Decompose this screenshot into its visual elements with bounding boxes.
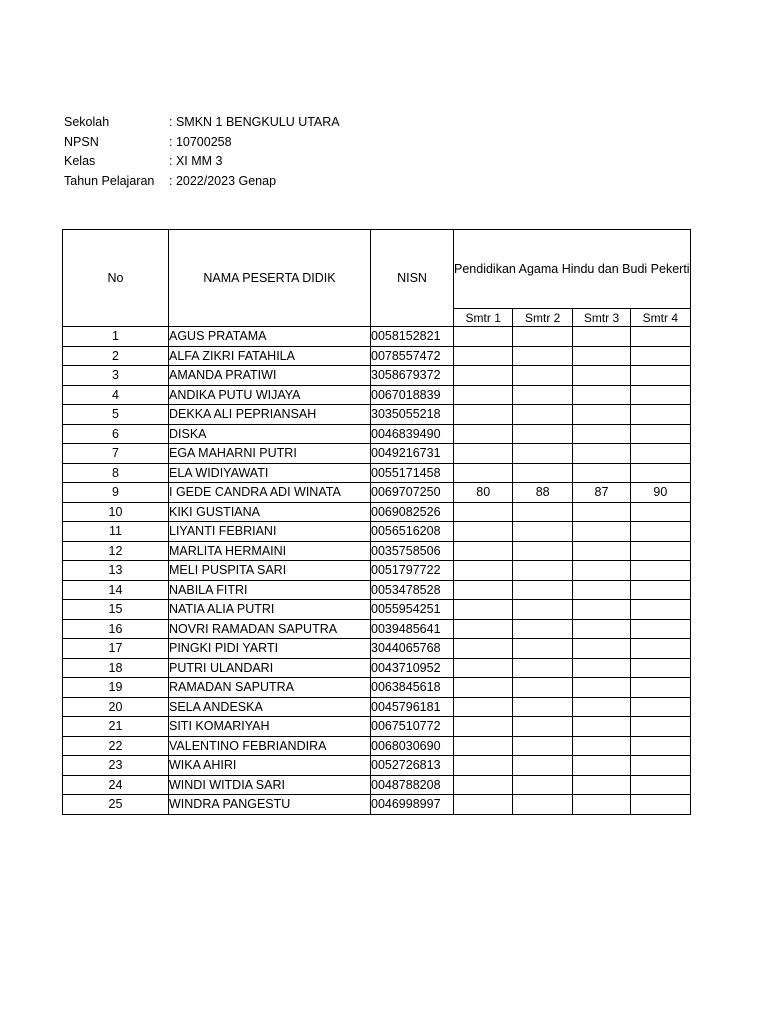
score-smtr-2 [513, 717, 572, 737]
row-number: 17 [63, 639, 169, 659]
row-number: 19 [63, 678, 169, 698]
score-smtr-1 [454, 678, 513, 698]
table-row [63, 405, 691, 425]
class-label: Kelas [64, 154, 96, 168]
student-nisn: 0069707250 [371, 483, 454, 503]
score-smtr-4 [631, 346, 690, 366]
student-name: EGA MAHARNI PUTRI [169, 444, 371, 464]
score-smtr-2 [513, 444, 572, 464]
score-smtr-1 [454, 736, 513, 756]
score-smtr-3 [572, 385, 630, 405]
score-smtr-2 [513, 600, 572, 620]
document-header [64, 113, 340, 191]
student-name: NABILA FITRI [169, 580, 371, 600]
table-row [63, 619, 691, 639]
student-nisn: 0056516208 [371, 522, 454, 542]
score-smtr-1 [454, 444, 513, 464]
col-header-smtr-4: Smtr 4 [631, 309, 690, 327]
row-number: 3 [63, 366, 169, 386]
class-row [64, 152, 340, 172]
school-label: Sekolah [64, 115, 110, 129]
row-number: 25 [63, 795, 169, 815]
score-smtr-1 [454, 619, 513, 639]
score-smtr-4: 90 [631, 483, 690, 503]
school-value: : SMKN 1 BENGKULU UTARA [169, 115, 340, 129]
student-nisn: 0043710952 [371, 658, 454, 678]
score-smtr-4 [631, 678, 690, 698]
row-number: 9 [63, 483, 169, 503]
row-number: 12 [63, 541, 169, 561]
score-smtr-4 [631, 619, 690, 639]
score-smtr-2 [513, 756, 572, 776]
student-name: ALFA ZIKRI FATAHILA [169, 346, 371, 366]
table-header-row [63, 230, 691, 309]
row-number: 13 [63, 561, 169, 581]
table-row [63, 522, 691, 542]
score-smtr-1 [454, 697, 513, 717]
score-smtr-1 [454, 795, 513, 815]
score-smtr-1 [454, 717, 513, 737]
student-name: NOVRI RAMADAN SAPUTRA [169, 619, 371, 639]
grade-table [62, 229, 691, 815]
score-smtr-4 [631, 463, 690, 483]
student-name: PINGKI PIDI YARTI [169, 639, 371, 659]
student-name: WINDRA PANGESTU [169, 795, 371, 815]
score-smtr-4 [631, 561, 690, 581]
table-row [63, 346, 691, 366]
row-number: 18 [63, 658, 169, 678]
row-number: 16 [63, 619, 169, 639]
score-smtr-3 [572, 541, 630, 561]
table-row [63, 795, 691, 815]
score-smtr-4 [631, 580, 690, 600]
score-smtr-1 [454, 775, 513, 795]
student-name: WINDI WITDIA SARI [169, 775, 371, 795]
col-header-no: No [63, 230, 169, 327]
score-smtr-3 [572, 775, 630, 795]
row-number: 24 [63, 775, 169, 795]
score-smtr-2 [513, 541, 572, 561]
score-smtr-2: 88 [513, 483, 572, 503]
score-smtr-3 [572, 580, 630, 600]
col-header-name: NAMA PESERTA DIDIK [169, 230, 371, 327]
score-smtr-1 [454, 346, 513, 366]
student-nisn: 0049216731 [371, 444, 454, 464]
col-header-smtr-2: Smtr 2 [513, 309, 572, 327]
student-nisn: 0035758506 [371, 541, 454, 561]
score-smtr-2 [513, 327, 572, 347]
score-smtr-1 [454, 600, 513, 620]
score-smtr-4 [631, 502, 690, 522]
student-nisn: 0067018839 [371, 385, 454, 405]
score-smtr-2 [513, 619, 572, 639]
score-smtr-4 [631, 385, 690, 405]
score-smtr-1 [454, 405, 513, 425]
student-name: ELA WIDIYAWATI [169, 463, 371, 483]
score-smtr-4 [631, 327, 690, 347]
table-row [63, 463, 691, 483]
score-smtr-4 [631, 405, 690, 425]
score-smtr-4 [631, 366, 690, 386]
student-nisn: 0078557472 [371, 346, 454, 366]
student-nisn: 3044065768 [371, 639, 454, 659]
score-smtr-2 [513, 424, 572, 444]
score-smtr-4 [631, 697, 690, 717]
score-smtr-2 [513, 502, 572, 522]
score-smtr-3 [572, 346, 630, 366]
score-smtr-3 [572, 756, 630, 776]
student-nisn: 0046839490 [371, 424, 454, 444]
score-smtr-3 [572, 600, 630, 620]
student-name: SITI KOMARIYAH [169, 717, 371, 737]
score-smtr-2 [513, 678, 572, 698]
class-value: : XI MM 3 [169, 154, 223, 168]
student-name: RAMADAN SAPUTRA [169, 678, 371, 698]
score-smtr-2 [513, 697, 572, 717]
score-smtr-2 [513, 736, 572, 756]
student-nisn: 0051797722 [371, 561, 454, 581]
npsn-label: NPSN [64, 134, 99, 149]
score-smtr-3 [572, 717, 630, 737]
score-smtr-3 [572, 405, 630, 425]
score-smtr-4 [631, 424, 690, 444]
table-row [63, 424, 691, 444]
score-smtr-2 [513, 580, 572, 600]
score-smtr-4 [631, 775, 690, 795]
score-smtr-1 [454, 580, 513, 600]
table-row [63, 775, 691, 795]
student-nisn: 0045796181 [371, 697, 454, 717]
score-smtr-4 [631, 658, 690, 678]
npsn-value: : 10700258 [169, 134, 232, 149]
student-nisn: 0055954251 [371, 600, 454, 620]
score-smtr-4 [631, 444, 690, 464]
student-nisn: 0048788208 [371, 775, 454, 795]
student-name: DISKA [169, 424, 371, 444]
table-row [63, 639, 691, 659]
score-smtr-2 [513, 346, 572, 366]
year-row [64, 172, 340, 192]
score-smtr-1 [454, 541, 513, 561]
student-name: PUTRI ULANDARI [169, 658, 371, 678]
year-label: Tahun Pelajaran [64, 173, 155, 188]
score-smtr-3 [572, 736, 630, 756]
row-number: 8 [63, 463, 169, 483]
table-row [63, 327, 691, 347]
student-name: VALENTINO FEBRIANDIRA [169, 736, 371, 756]
student-name: AGUS PRATAMA [169, 327, 371, 347]
score-smtr-4 [631, 522, 690, 542]
student-nisn: 0063845618 [371, 678, 454, 698]
student-name: MARLITA HERMAINI [169, 541, 371, 561]
table-body [63, 327, 691, 815]
table-row [63, 502, 691, 522]
score-smtr-2 [513, 639, 572, 659]
row-number: 20 [63, 697, 169, 717]
score-smtr-3 [572, 697, 630, 717]
student-name: MELI PUSPITA SARI [169, 561, 371, 581]
score-smtr-2 [513, 385, 572, 405]
score-smtr-2 [513, 775, 572, 795]
score-smtr-4 [631, 736, 690, 756]
score-smtr-3: 87 [572, 483, 630, 503]
student-name: SELA ANDESKA [169, 697, 371, 717]
row-number: 23 [63, 756, 169, 776]
row-number: 7 [63, 444, 169, 464]
table-row [63, 600, 691, 620]
row-number: 22 [63, 736, 169, 756]
student-name: ANDIKA PUTU WIJAYA [169, 385, 371, 405]
student-nisn: 3058679372 [371, 366, 454, 386]
score-smtr-4 [631, 756, 690, 776]
col-header-nisn: NISN [371, 230, 454, 327]
table-row [63, 580, 691, 600]
table-row [63, 385, 691, 405]
student-nisn: 0046998997 [371, 795, 454, 815]
student-nisn: 0052726813 [371, 756, 454, 776]
score-smtr-2 [513, 463, 572, 483]
table-row [63, 756, 691, 776]
table-row [63, 736, 691, 756]
score-smtr-3 [572, 561, 630, 581]
score-smtr-3 [572, 424, 630, 444]
row-number: 11 [63, 522, 169, 542]
score-smtr-2 [513, 366, 572, 386]
score-smtr-1 [454, 327, 513, 347]
table-row [63, 483, 691, 503]
score-smtr-4 [631, 541, 690, 561]
score-smtr-4 [631, 639, 690, 659]
score-smtr-2 [513, 405, 572, 425]
score-smtr-2 [513, 658, 572, 678]
table-row [63, 366, 691, 386]
score-smtr-3 [572, 658, 630, 678]
student-nisn: 0055171458 [371, 463, 454, 483]
row-number: 21 [63, 717, 169, 737]
score-smtr-2 [513, 795, 572, 815]
col-header-subject: Pendidikan Agama Hindu dan Budi Pekerti [454, 230, 691, 309]
table-row [63, 658, 691, 678]
score-smtr-1 [454, 424, 513, 444]
score-smtr-1: 80 [454, 483, 513, 503]
score-smtr-3 [572, 522, 630, 542]
student-name: WIKA AHIRI [169, 756, 371, 776]
student-nisn: 0069082526 [371, 502, 454, 522]
score-smtr-1 [454, 756, 513, 776]
student-nisn: 3035055218 [371, 405, 454, 425]
score-smtr-1 [454, 385, 513, 405]
score-smtr-3 [572, 444, 630, 464]
row-number: 4 [63, 385, 169, 405]
student-name: LIYANTI FEBRIANI [169, 522, 371, 542]
score-smtr-3 [572, 366, 630, 386]
score-smtr-4 [631, 795, 690, 815]
row-number: 2 [63, 346, 169, 366]
row-number: 14 [63, 580, 169, 600]
student-name: DEKKA ALI PEPRIANSAH [169, 405, 371, 425]
score-smtr-2 [513, 561, 572, 581]
table-row [63, 678, 691, 698]
school-row [64, 113, 340, 133]
score-smtr-3 [572, 327, 630, 347]
npsn-row [64, 133, 340, 153]
score-smtr-1 [454, 366, 513, 386]
table-row [63, 697, 691, 717]
table-row [63, 717, 691, 737]
row-number: 6 [63, 424, 169, 444]
score-smtr-1 [454, 658, 513, 678]
student-nisn: 0039485641 [371, 619, 454, 639]
score-smtr-2 [513, 522, 572, 542]
score-smtr-3 [572, 502, 630, 522]
score-smtr-4 [631, 717, 690, 737]
student-name: I GEDE CANDRA ADI WINATA [169, 483, 371, 503]
table-row [63, 561, 691, 581]
year-value: : 2022/2023 Genap [169, 173, 277, 188]
student-name: NATIA ALIA PUTRI [169, 600, 371, 620]
table-row [63, 541, 691, 561]
score-smtr-3 [572, 639, 630, 659]
student-nisn: 0053478528 [371, 580, 454, 600]
student-nisn: 0068030690 [371, 736, 454, 756]
score-smtr-3 [572, 463, 630, 483]
col-header-smtr-3: Smtr 3 [572, 309, 630, 327]
score-smtr-3 [572, 678, 630, 698]
score-smtr-1 [454, 639, 513, 659]
score-smtr-3 [572, 619, 630, 639]
score-smtr-1 [454, 522, 513, 542]
student-name: KIKI GUSTIANA [169, 502, 371, 522]
row-number: 5 [63, 405, 169, 425]
score-smtr-3 [572, 795, 630, 815]
student-nisn: 0058152821 [371, 327, 454, 347]
score-smtr-1 [454, 502, 513, 522]
score-smtr-1 [454, 561, 513, 581]
score-smtr-4 [631, 600, 690, 620]
row-number: 1 [63, 327, 169, 347]
score-smtr-1 [454, 463, 513, 483]
student-name: AMANDA PRATIWI [169, 366, 371, 386]
row-number: 15 [63, 600, 169, 620]
col-header-smtr-1: Smtr 1 [454, 309, 513, 327]
row-number: 10 [63, 502, 169, 522]
table-row [63, 444, 691, 464]
student-nisn: 0067510772 [371, 717, 454, 737]
